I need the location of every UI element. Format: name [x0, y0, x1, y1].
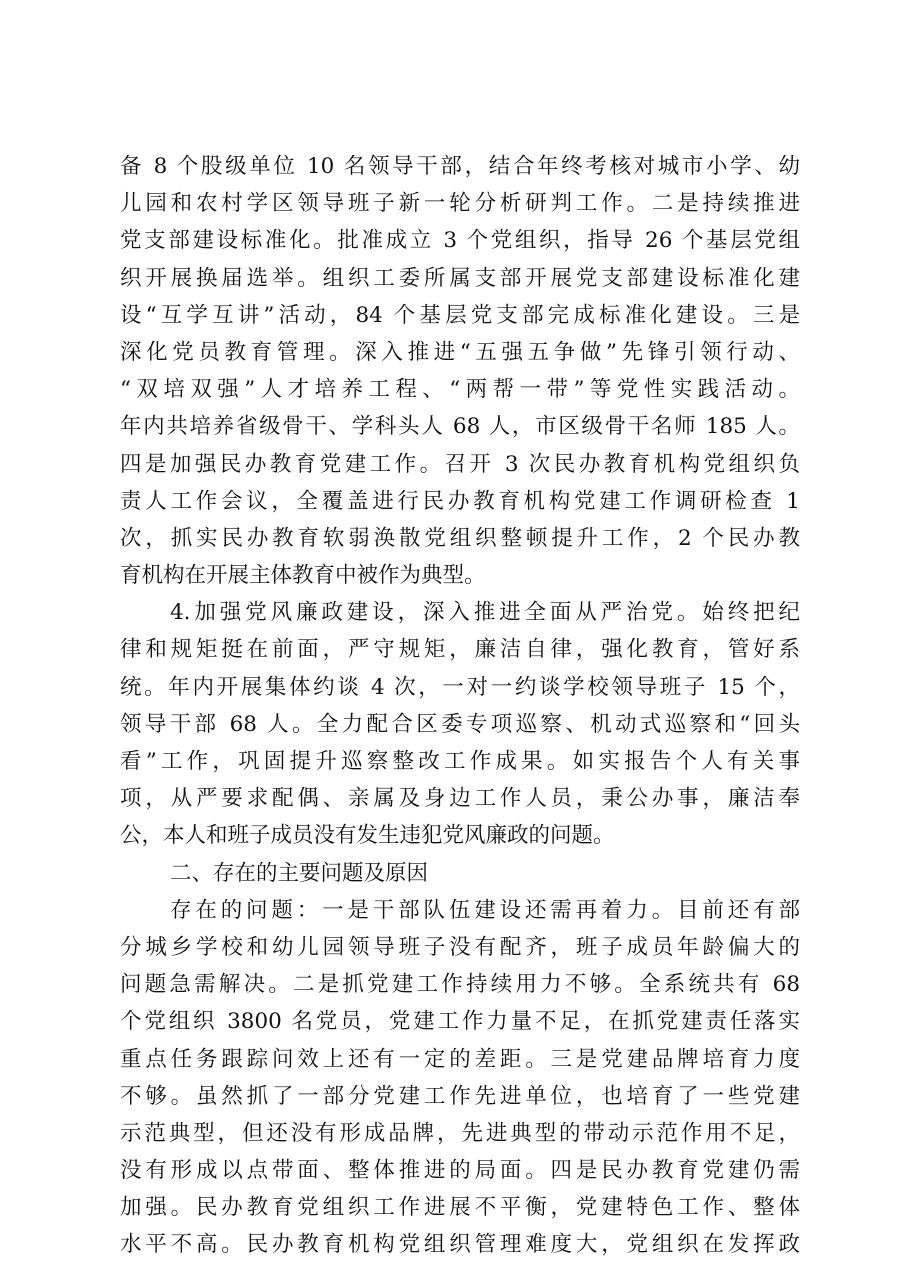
section-heading: 二、存在的主要问题及原因 — [170, 860, 429, 886]
text-line: 党支部建设标准化。批准成立 3 个党组织，指导 26 个基层党组 — [120, 228, 800, 254]
text-line: 个党组织 3800 名党员，党建工作力量不足，在抓党建责任落实 — [120, 1009, 800, 1035]
text-line: 水平不高。民办教育机构党组织管理难度大，党组织在发挥政 — [120, 1232, 800, 1258]
text-line: 看”工作，巩固提升巡察整改工作成果。如实报告个人有关事 — [120, 749, 800, 774]
text-line: 儿园和农村学区领导班子新一轮分析研判工作。二是持续推进 — [120, 191, 800, 217]
text-line: 律和规矩挺在前面，严守规矩，廉洁自律，强化教育，管好系 — [120, 637, 800, 663]
text-line: “双培双强”人才培养工程、“两帮一带”等党性实践活动。 — [120, 377, 800, 403]
text-line: 加强。民办教育党组织工作进展不平衡，党建特色工作、整体 — [120, 1195, 800, 1221]
text-line: 四是加强民办教育党建工作。召开 3 次民办教育机构党组织负 — [120, 451, 800, 477]
text-line: 次，抓实民办教育软弱涣散党组织整顿提升工作，2 个民办教 — [120, 525, 800, 551]
text-line: 统。年内开展集体约谈 4 次，一对一约谈学校领导班子 15 个， — [120, 674, 800, 700]
text-line: 深化党员教育管理。深入推进“五强五争做”先锋引领行动、 — [120, 339, 800, 365]
paragraph-first-line: 4.加强党风廉政建设，深入推进全面从严治党。始终把纪 — [170, 600, 800, 626]
text-line: 年内共培养省级骨干、学科头人 68 人，市区级骨干名师 185 人。 — [120, 414, 800, 440]
text-line: 设“互学互讲”活动，84 个基层党支部完成标准化建设。三是 — [120, 302, 800, 328]
text-line: 没有形成以点带面、整体推进的局面。四是民办教育党建仍需 — [120, 1158, 800, 1184]
paragraph-last-line: 公，本人和班子成员没有发生违犯党风廉政的问题。 — [120, 823, 615, 849]
text-line: 备 8 个股级单位 10 名领导干部，结合年终考核对城市小学、幼 — [120, 154, 800, 179]
text-line: 分城乡学校和幼儿园领导班子没有配齐，班子成员年龄偏大的 — [120, 934, 800, 960]
text-line: 重点任务跟踪问效上还有一定的差距。三是党建品牌培育力度 — [120, 1046, 800, 1072]
text-line: 项，从严要求配偶、亲属及身边工作人员，秉公办事，廉洁奉 — [120, 786, 800, 812]
text-line: 织开展换届选举。组织工委所属支部开展党支部建设标准化建 — [120, 265, 800, 291]
text-line: 责人工作会议，全覆盖进行民办教育机构党建工作调研检查 1 — [120, 488, 800, 514]
document-body — [120, 148, 800, 1264]
text-line: 领导干部 68 人。全力配合区委专项巡察、机动式巡察和“回头 — [120, 711, 800, 737]
paragraph-first-line: 存在的问题：一是干部队伍建设还需再着力。目前还有部 — [170, 897, 800, 923]
text-line: 不够。虽然抓了一部分党建工作先进单位，也培育了一些党建 — [120, 1083, 800, 1109]
paragraph-last-line: 育机构在开展主体教育中被作为典型。 — [120, 563, 486, 589]
text-line: 示范典型，但还没有形成品牌，先进典型的带动示范作用不足， — [120, 1120, 800, 1146]
text-line: 问题急需解决。二是抓党建工作持续用力不够。全系统共有 68 — [120, 972, 800, 998]
